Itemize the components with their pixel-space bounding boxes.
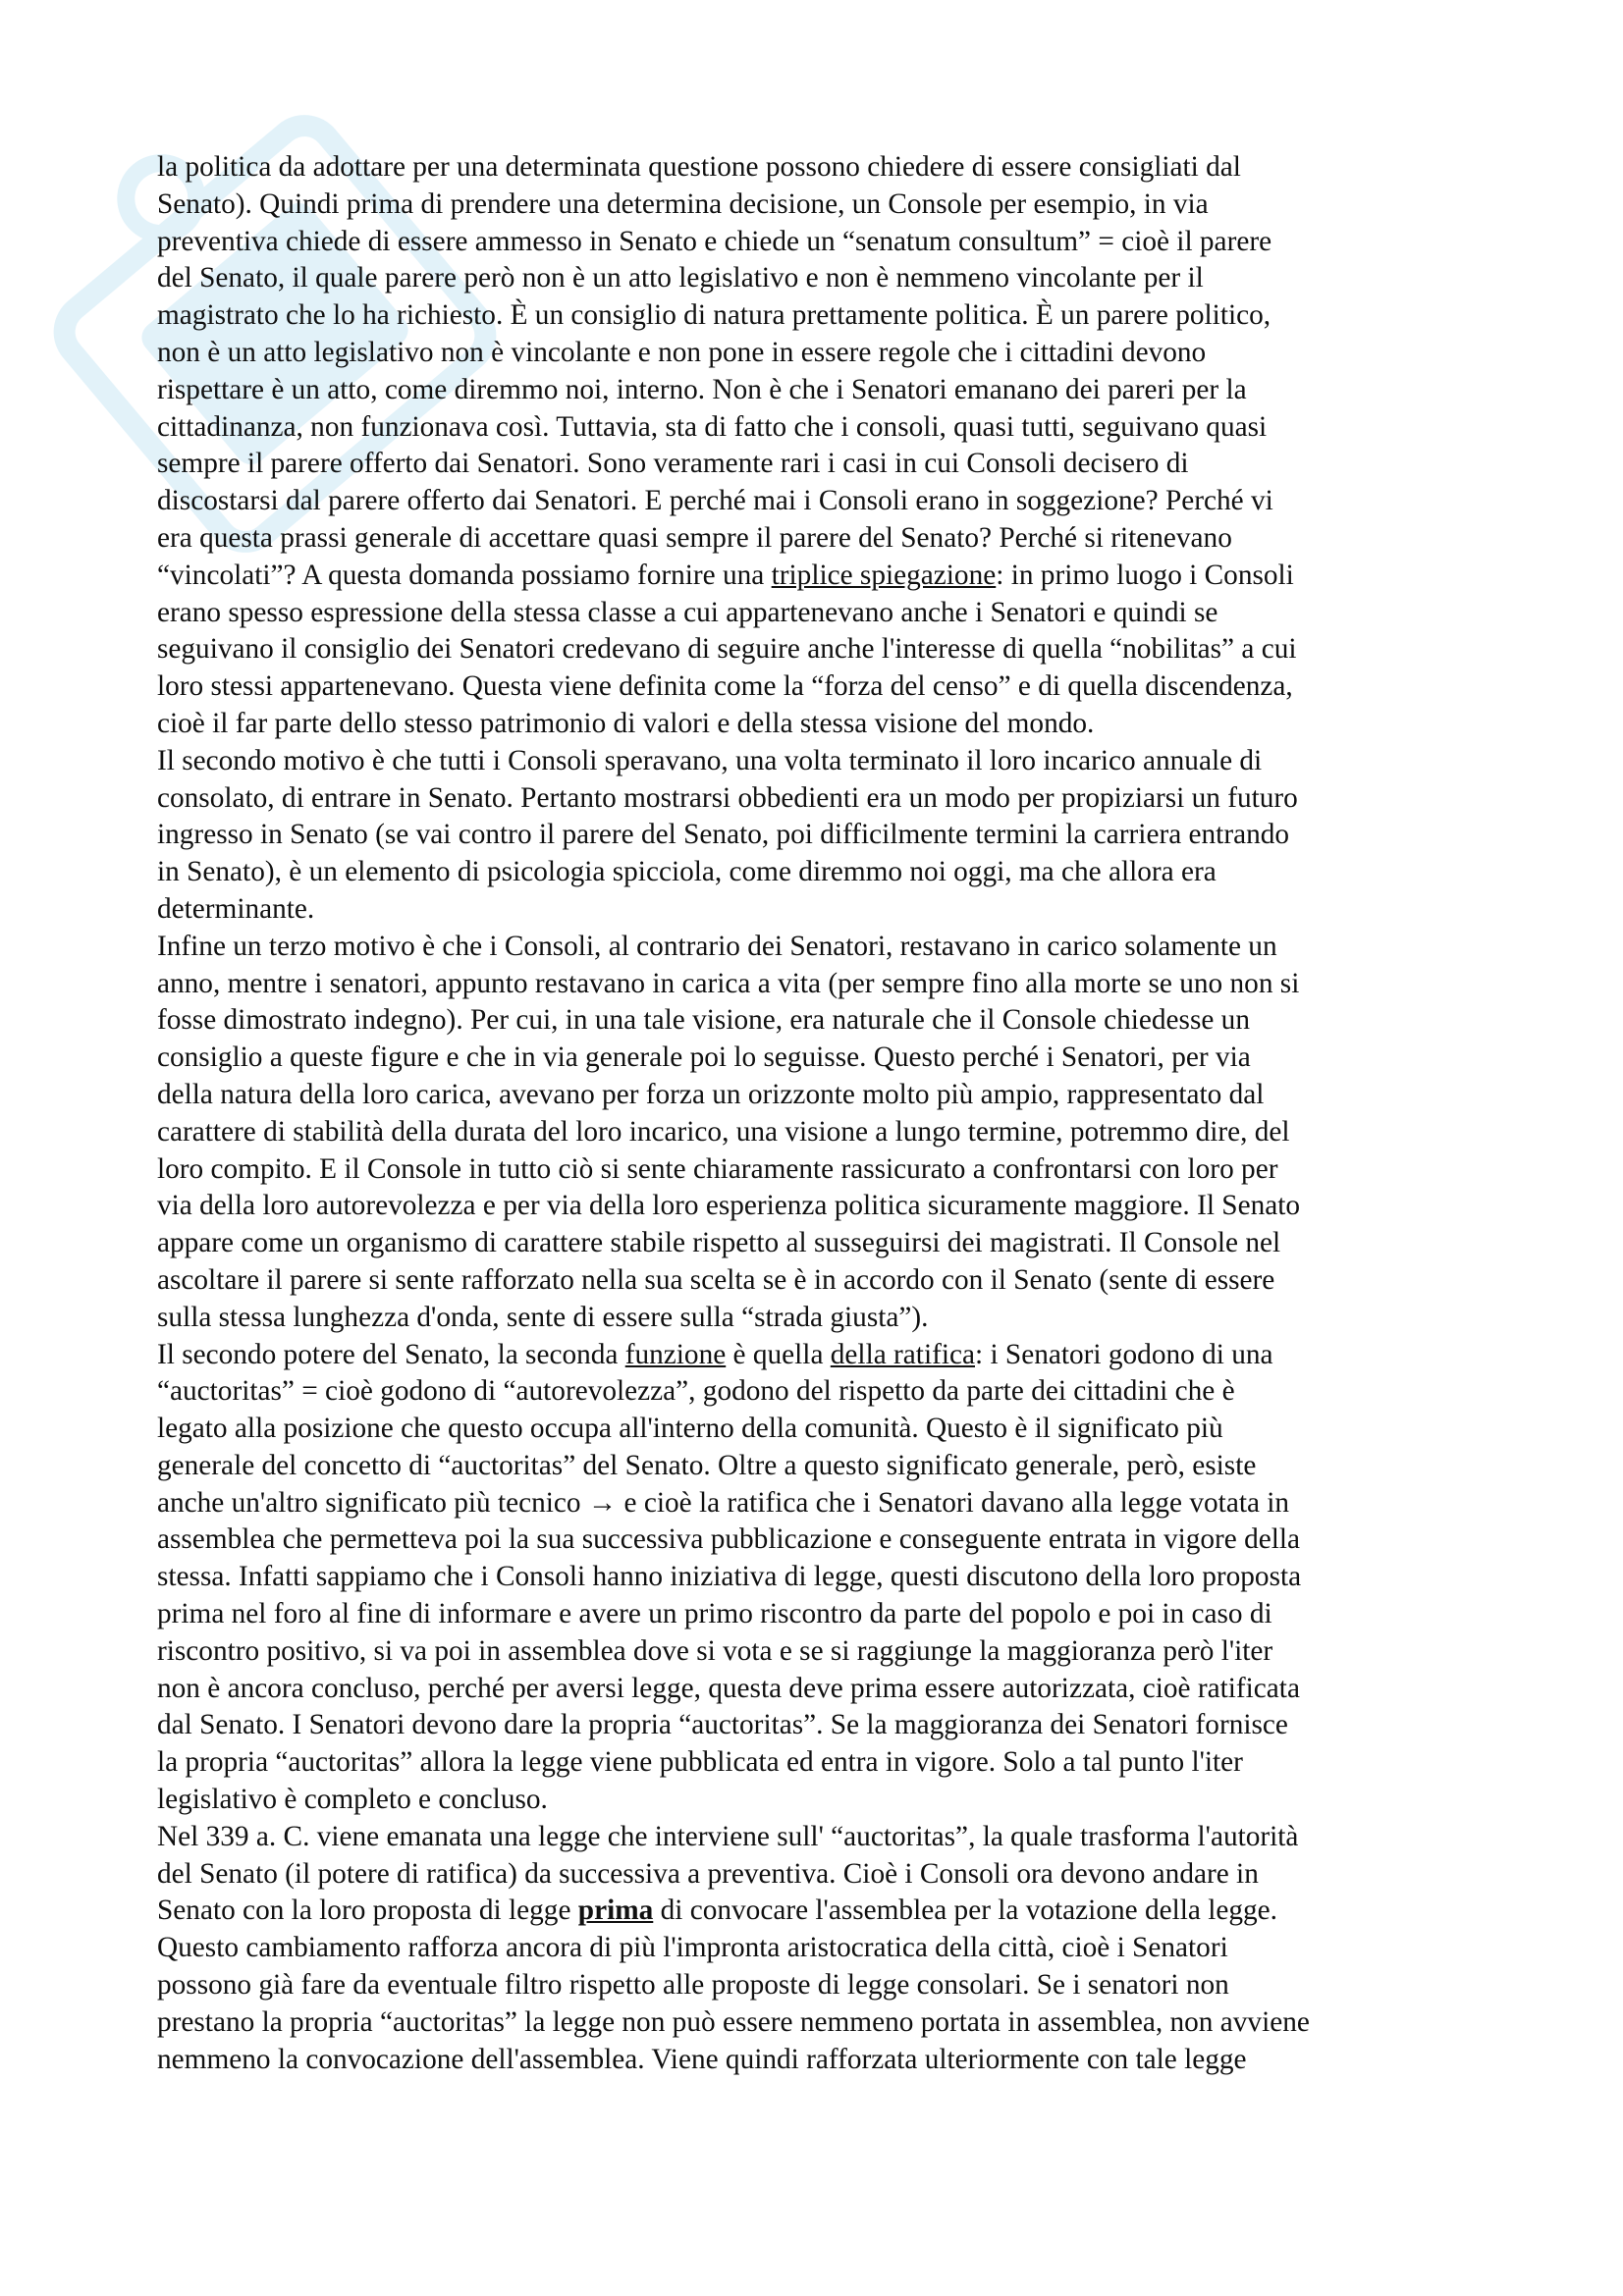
text-line: era questa prassi generale di accettare quasi sempre il parere del Senato? Perché si ritenevano: [157, 521, 1232, 554]
text-line: del Senato, il quale parere però non è un atto legislativo e non è nemmeno vincolante per il: [157, 262, 1204, 294]
text-line: Senato). Quindi prima di prendere una determina decisione, un Console per esempio, in via: [157, 187, 1209, 220]
text-line: fosse dimostrato indegno). Per cui, in una tale visione, era naturale che il Console chiedesse un: [157, 1004, 1250, 1037]
text-line: della natura della loro carica, avevano per forza un orizzonte molto più ampio, rappresentato dal: [157, 1078, 1265, 1110]
text-line: [157, 1893, 1473, 1930]
text-line: non è un atto legislativo non è vincolante e non pone in essere regole che i cittadini devono: [157, 336, 1207, 368]
text-line: Infine un terzo motivo è che i Consoli, al contrario dei Senatori, restavano in carico solamente un: [157, 930, 1277, 962]
text-line: la politica da adottare per una determinata questione possono chiedere di essere consigliati dal: [157, 151, 1241, 183]
text-segment: Senato con la loro proposta di legge: [157, 1895, 578, 1927]
text-line: cioè il far parte dello stesso patrimonio di valori e della stessa visione del mondo.: [157, 707, 1095, 739]
bold-underlined-word: prima: [577, 1895, 654, 1927]
text-line: riscontro positivo, si va poi in assemblea dove si vota e se si raggiunge la maggioranza però l'iter: [157, 1634, 1273, 1667]
text-line: prima nel foro al fine di informare e avere un primo riscontro da parte del popolo e poi in caso di: [157, 1598, 1272, 1630]
underlined-phrase: triplice spiegazione: [771, 559, 997, 591]
text-line: consiglio a queste figure e che in via generale poi lo seguisse. Questo perché i Senatori, per via: [157, 1041, 1251, 1074]
underlined-phrase: funzione: [624, 1338, 727, 1370]
text-line: ascoltare il parere si sente rafforzato nella sua scelta se è in accordo con il Senato (sente di essere: [157, 1263, 1275, 1296]
text-line: legato alla posizione che questo occupa all'interno della comunità. Questo è il significato più: [157, 1413, 1223, 1445]
text-line: via della loro autorevolezza e per via della loro esperienza politica sicuramente maggiore. Il Senato: [157, 1190, 1301, 1222]
text-line: legislativo è completo e concluso.: [157, 1784, 548, 1816]
text-segment: Il secondo potere del Senato, la seconda: [157, 1338, 625, 1370]
text-line: ingresso in Senato (se vai contro il parere del Senato, poi difficilmente termini la carriera entrando: [157, 819, 1290, 851]
text-line: la propria “auctoritas” allora la legge viene pubblicata ed entra in vigore. Solo a tal punto l'iter: [157, 1746, 1243, 1779]
text-line: non è ancora concluso, perché per aversi legge, questa deve prima essere autorizzata, cioè ratificata: [157, 1672, 1300, 1704]
text-line: stessa. Infatti sappiamo che i Consoli hanno iniziativa di legge, questi discutono della loro proposta: [157, 1561, 1302, 1593]
text-line: preventiva chiede di essere ammesso in Senato e chiede un “senatum consultum” = cioè il parere: [157, 225, 1272, 257]
text-line: seguivano il consiglio dei Senatori credevano di seguire anche l'interesse di quella “nobilitas” a cui: [157, 633, 1297, 666]
text-line: rispettare è un atto, come diremmo noi, interno. Non è che i Senatori emanano dei pareri per la: [157, 373, 1247, 405]
text-line: sempre il parere offerto dai Senatori. Sono veramente rari i casi in cui Consoli decisero di: [157, 448, 1189, 480]
text-line: assemblea che permetteva poi la sua successiva pubblicazione e conseguente entrata in vigore della: [157, 1523, 1301, 1556]
text-line: Nel 339 a. C. viene emanata una legge che interviene sull' “auctoritas”, la quale trasforma l'autorità: [157, 1820, 1299, 1852]
page-text: [157, 149, 1473, 2078]
paragraph: [157, 149, 1473, 743]
text-line: anno, mentre i senatori, appunto restavano in carica a vita (per sempre fino alla morte se uno non si: [157, 967, 1300, 999]
text-line: prestano la propria “auctoritas” la legge non può essere nemmeno portata in assemblea, non avviene: [157, 2005, 1310, 2038]
text-segment: di convocare l'assemblea per la votazione della legge.: [653, 1895, 1277, 1927]
paragraph: [157, 929, 1473, 1337]
paragraph: [157, 743, 1473, 929]
text-line: possono già fare da eventuale filtro rispetto alle proposte di legge consolari. Se i senatori non: [157, 1969, 1229, 2002]
text-line: sulla stessa lunghezza d'onda, sente di essere sulla “strada giusta”).: [157, 1301, 929, 1333]
text-segment: : in primo luogo i Consoli: [996, 559, 1294, 591]
paragraph: [157, 1819, 1473, 2079]
paragraph: [157, 1337, 1473, 1819]
text-line: erano spesso espressione della stessa classe a cui appartenevano anche i Senatori e quindi se: [157, 596, 1218, 628]
text-segment: è quella: [726, 1338, 831, 1370]
text-line: anche un'altro significato più tecnico → e cioè la ratifica che i Senatori davano alla legge votata in: [157, 1486, 1290, 1519]
text-line: “auctoritas” = cioè godono di “autorevolezza”, godono del rispetto da parte dei cittadini che è: [157, 1375, 1235, 1408]
text-line: nemmeno la convocazione dell'assemblea. Viene quindi rafforzata ulteriormente con tale legge: [157, 2043, 1247, 2075]
text-line: consolato, di entrare in Senato. Pertanto mostrarsi obbedienti era un modo per propiziarsi un futuro: [157, 781, 1298, 814]
text-segment: “vincolati”? A questa domanda possiamo fornire una: [157, 559, 772, 591]
text-line: magistrato che lo ha richiesto. È un consiglio di natura prettamente politica. È un parere politico,: [157, 299, 1271, 332]
text-segment: : i Senatori godono di una: [974, 1338, 1273, 1370]
text-line: Questo cambiamento rafforza ancora di più l'impronta aristocratica della città, cioè i Senatori: [157, 1932, 1228, 1964]
text-line: del Senato (il potere di ratifica) da successiva a preventiva. Cioè i Consoli ora devono andare in: [157, 1857, 1259, 1890]
text-line: carattere di stabilità della durata del loro incarico, una visione a lungo termine, potremmo dire, del: [157, 1115, 1290, 1148]
text-line: [157, 1337, 1473, 1374]
text-line: discostarsi dal parere offerto dai Senatori. E perché mai i Consoli erano in soggezione? Perché vi: [157, 485, 1273, 517]
text-line: Il secondo motivo è che tutti i Consoli speravano, una volta terminato il loro incarico annuale di: [157, 744, 1263, 776]
text-line: dal Senato. I Senatori devono dare la propria “auctoritas”. Se la maggioranza dei Senatori fornisce: [157, 1709, 1288, 1741]
text-line: cittadinanza, non funzionava così. Tuttavia, sta di fatto che i consoli, quasi tutti, seguivano quasi: [157, 410, 1268, 443]
text-line: in Senato), è un elemento di psicologia spicciola, come diremmo noi oggi, ma che allora era: [157, 856, 1217, 888]
text-line: [157, 558, 1473, 595]
text-line: loro stessi appartenevano. Questa viene definita come la “forza del censo” e di quella discendenza,: [157, 670, 1293, 703]
text-line: determinante.: [157, 892, 315, 925]
underlined-phrase: della ratifica: [830, 1338, 975, 1370]
text-line: appare come un organismo di carattere stabile rispetto al susseguirsi dei magistrati. Il Console nel: [157, 1227, 1281, 1259]
text-line: generale del concetto di “auctoritas” del Senato. Oltre a questo significato generale, però, esiste: [157, 1449, 1257, 1481]
text-line: loro compito. E il Console in tutto ciò si sente chiaramente rassicurato a confrontarsi con loro per: [157, 1152, 1278, 1185]
